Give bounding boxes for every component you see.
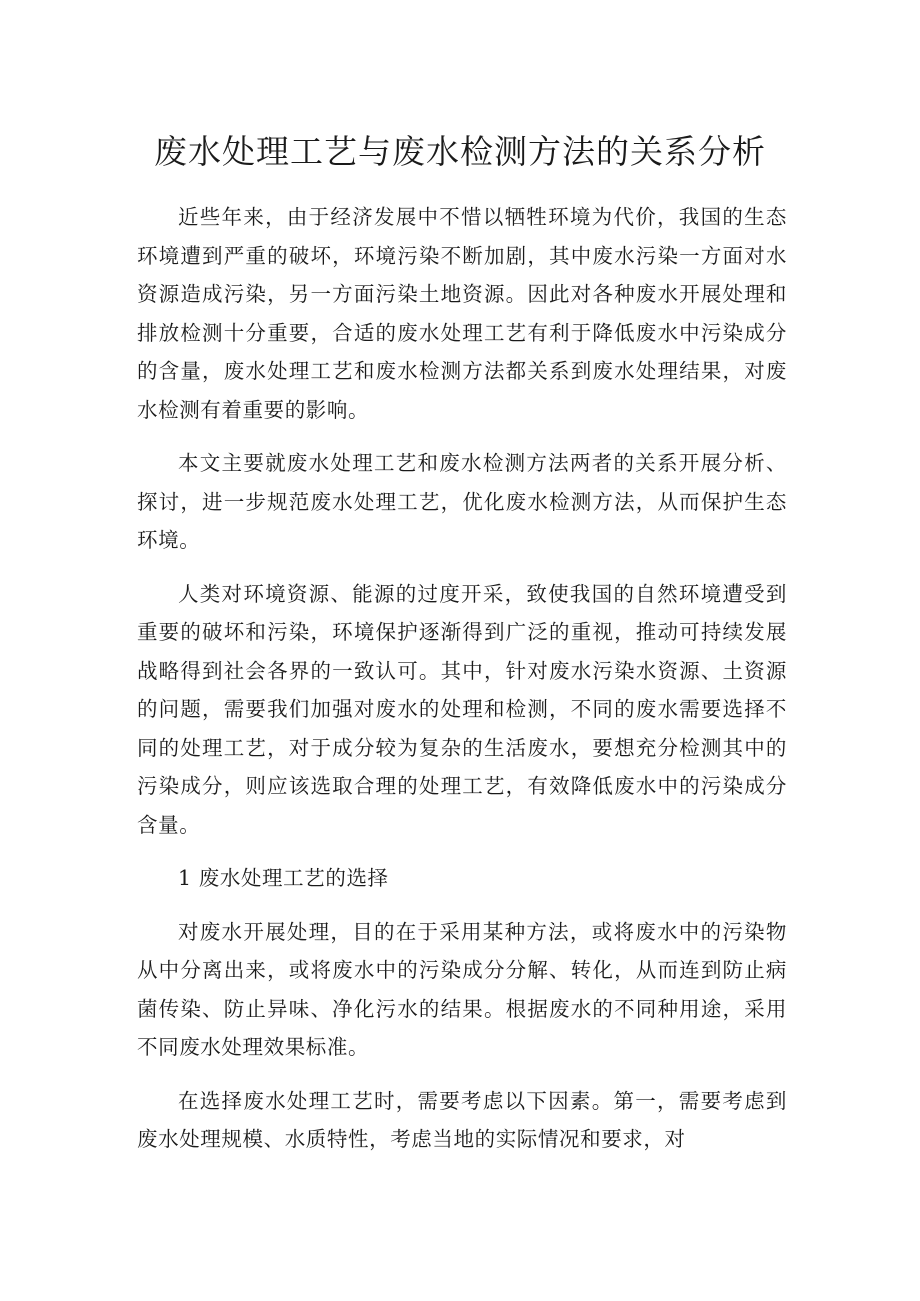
paragraph-intro: 近些年来，由于经济发展中不惜以牺牲环境为代价，我国的生态环境遭到严重的破坏，环境污染不断加剧，其中废水污染一方面对水资源造成污染，另一方面污染土地资源。因此对各种废水开展处理和排放检测十分重要，合适的废水处理工艺有利于降低废水中污染成分的含量，废水处理工艺和废水检测方法都关系到废水处理结果，对废水检测有着重要的影响。 — [137, 205, 787, 422]
document-title: 废水处理工艺与废水检测方法的关系分析 — [154, 132, 766, 171]
section-heading: 1 废水处理工艺的选择 — [178, 866, 389, 890]
paragraph-selection-factors: 在选择废水处理工艺时，需要考虑以下因素。第一，需要考虑到废水处理规模、水质特性，考虑当地的实际情况和要求，对 — [137, 1088, 787, 1151]
paragraph-background: 人类对环境资源、能源的过度开采，致使我国的自然环境遭受到重要的破坏和污染，环境保护逐渐得到广泛的重视，推动可持续发展战略得到社会各界的一致认可。其中，针对废水污染水资源、土资源的问题，需要我们加强对废水的处理和检测，不同的废水需要选择不同的处理工艺，对于成分较为复杂的生活废水，要想充分检测其中的污染成分，则应该选取合理的处理工艺，有效降低废水中的污染成分含量。 — [137, 581, 787, 837]
paragraph-treatment-goal: 对废水开展处理，目的在于采用某种方法，或将废水中的污染物从中分离出来，或将废水中的污染成分分解、转化，从而连到防止病菌传染、防止异味、净化污水的结果。根据废水的不同种用途，采用不同废水处理效果标准。 — [137, 919, 787, 1059]
paragraph-purpose: 本文主要就废水处理工艺和废水检测方法两者的关系开展分析、探讨，进一步规范废水处理工艺，优化废水检测方法，从而保护生态环境。 — [137, 451, 787, 552]
document-body — [137, 198, 787, 1174]
